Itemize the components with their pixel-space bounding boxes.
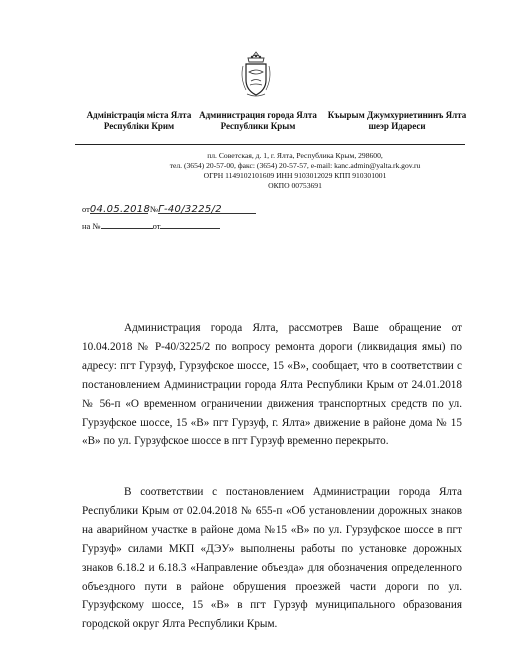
to-number-field [101, 219, 153, 229]
incoming-reference [82, 219, 220, 231]
body-paragraph-2 [82, 483, 462, 634]
phone-email-line: тел. (3654) 20-57-00, факс: (3654) 20-57-57, e-mail: kanc.admin@yalta.rk.gov.ru [169, 161, 421, 170]
to-date-field [160, 219, 220, 229]
header-divider [75, 144, 465, 145]
org-name-russian: Администрация города Ялта Республики Крым [199, 110, 317, 131]
body-paragraph-1 [82, 319, 462, 451]
coat-of-arms-icon [237, 48, 275, 100]
to-label: на № [82, 221, 101, 231]
from-date-handwritten: 04.05.2018 [89, 204, 151, 215]
paragraph-text: Администрация города Ялта, рассмотрев Ваше обращение от 10.04.2018 № Р-40/3225/2 по вопросу ремонта дороги (ликвидация ямы) по адресу: пгт Гурзуф, Гурзуфское шоссе, 15 «В», сообщает, что в соответствии с постановлением Администрации города Ялта Республики Крым от 24.01.2018 № 56-п «О временном ограничении движения транспортных средств по ул. Гурзуфское шоссе, 15 «В» пгт Гурзуф, г. Ялта» движение в районе дома № 15 «В» по ул. Гурзуфское шоссе в пгт Гурзуф временно перекрыто. [82, 322, 462, 448]
paragraph-text: В соответствии с постановлением Администрации города Ялта Республики Крым от 02.04.2018 № 655-п «Об установлении дорожных знаков на аварийном участке в районе дома №15 «В» по ул. Гурзуфское шоссе в пгт Гурзуф» силами МКП «ДЭУ» выполнены работы по установке дорожных знаков 6.18.2 и 6.18.3 «Направление объезда» для обозначения определенного объездного пути в районе обрушения проезжей части дороги по ул. Гурзуфскому шоссе, 15 «В» в пгт Гурзуф муниципального образования городской округ Ялта Республики Крым. [82, 486, 462, 631]
org-name-ukrainian: Адміністрація міста Ялта Республіки Крим [86, 110, 192, 131]
okpo-line: ОКПО 00753691 [268, 181, 322, 190]
from-date-field [89, 204, 151, 215]
address-line: пл. Советская, д. 1, г. Ялта, Республика Крым, 298600, [207, 151, 383, 160]
to-from-label: от [152, 221, 161, 231]
number-field [158, 204, 256, 214]
contact-block [150, 151, 440, 191]
org-name-crimean-tatar: Къырым Джумхуриетининъ Ялта шеэр Идареси [327, 110, 467, 131]
number-label: № [149, 204, 159, 214]
outgoing-reference [82, 204, 256, 214]
from-label: от [82, 204, 90, 214]
number-handwritten: Г-40/3225/2 [158, 204, 222, 215]
registration-codes-line: ОГРН 1149102101609 ИНН 9103012029 КПП 910301001 [203, 171, 387, 180]
